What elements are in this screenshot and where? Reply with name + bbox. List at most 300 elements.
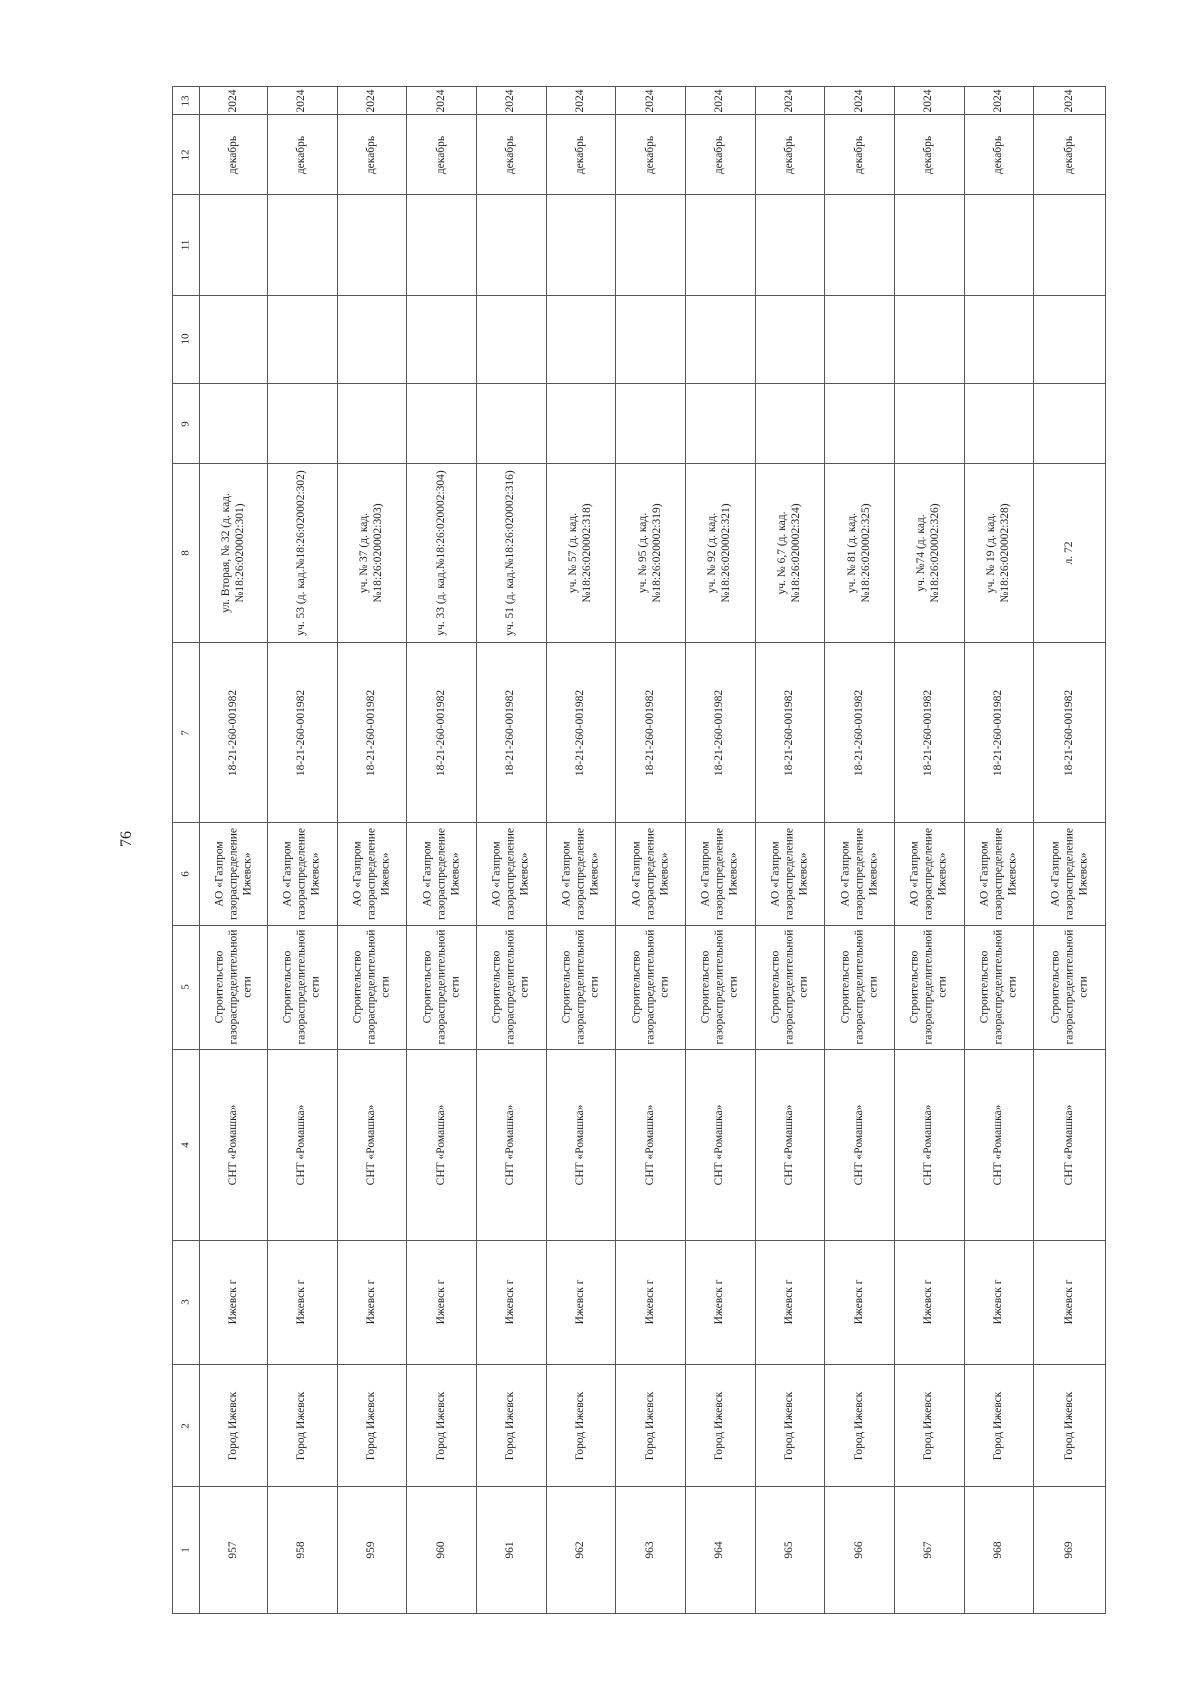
row-number-text: 957: [226, 1541, 239, 1559]
code-cell: [964, 642, 1034, 823]
header-cell: [173, 1240, 200, 1364]
header-label: 7: [179, 729, 192, 736]
address-text: уч. №74 (д. кад.№18:26:020002:326): [915, 503, 942, 603]
year-cell: [964, 87, 1034, 115]
col-9-cell: [894, 383, 964, 463]
col-11-cell: [407, 195, 477, 295]
municipality-cell: [200, 1365, 268, 1487]
header-cell: [173, 383, 200, 463]
organization-cell: [964, 823, 1034, 925]
work-type-text: Строительство газораспределительной сети: [490, 929, 531, 1045]
code-cell: [755, 642, 825, 823]
snt-text: СНТ «Ромашка»: [852, 1104, 865, 1186]
row-number-text: 966: [852, 1541, 865, 1559]
month-text: декабрь: [1062, 135, 1075, 174]
snt-cell: [616, 1050, 686, 1241]
col-11-cell: [616, 195, 686, 295]
snt-cell: [755, 1050, 825, 1241]
col-9-cell: [1034, 383, 1106, 463]
year-text: 2024: [295, 89, 308, 113]
address-cell: [755, 464, 825, 643]
year-cell: [616, 87, 686, 115]
year-text: 2024: [434, 89, 447, 113]
address-cell: [407, 464, 477, 643]
work-type-cell: [200, 925, 268, 1049]
address-cell: [546, 464, 616, 643]
address-cell: [616, 464, 686, 643]
address-text: уч. № 95 (д. кад.№18:26:020002:319): [636, 503, 663, 603]
address-text: уч. № 92 (д. кад.№18:26:020002:321): [706, 503, 733, 603]
code-text: 18-21-260-001982: [713, 689, 726, 776]
municipality-cell: [546, 1365, 616, 1487]
snt-cell: [200, 1050, 268, 1241]
address-cell: [267, 464, 337, 643]
locality-text: Ижевск г: [574, 1279, 587, 1325]
row-number-cell: [755, 1487, 825, 1614]
locality-text: Ижевск г: [434, 1279, 447, 1325]
header-cell: [173, 464, 200, 643]
row-number-text: 962: [574, 1541, 587, 1559]
address-text: л. 72: [1062, 541, 1075, 565]
col-10-cell: [476, 295, 546, 383]
code-text: 18-21-260-001982: [643, 689, 656, 776]
address-text: уч. № 57 (д. кад.№18:26:020002:318): [567, 503, 593, 603]
address-cell: [337, 464, 407, 643]
year-cell: [407, 87, 477, 115]
locality-cell: [685, 1240, 755, 1364]
year-cell: [476, 87, 546, 115]
header-label: 13: [179, 95, 192, 107]
municipality-text: Город Ижевск: [574, 1391, 587, 1461]
organization-text: АО «Газпром газораспределение Ижевск»: [1048, 827, 1089, 921]
organization-text: АО «Газпром газораспределение Ижевск»: [769, 827, 809, 921]
row-number-cell: [546, 1487, 616, 1614]
work-type-cell: [894, 925, 964, 1049]
work-type-text: Строительство газораспределительной сети: [1048, 929, 1089, 1045]
municipality-text: Город Ижевск: [295, 1391, 308, 1461]
locality-cell: [546, 1240, 616, 1364]
row-number-cell: [267, 1487, 337, 1614]
col-10-cell: [755, 295, 825, 383]
organization-text: АО «Газпром газораспределение Ижевск»: [420, 827, 461, 921]
row-number-text: 959: [365, 1541, 378, 1559]
header-label: 12: [179, 149, 192, 161]
address-cell: [476, 464, 546, 643]
year-text: 2024: [226, 89, 239, 113]
work-type-cell: [1034, 925, 1106, 1049]
table-row: [173, 383, 1106, 463]
header-label: 5: [179, 984, 192, 991]
table-row: [173, 87, 1106, 115]
snt-cell: [267, 1050, 337, 1241]
snt-text: СНТ «Ромашка»: [434, 1104, 447, 1186]
col-10-cell: [616, 295, 686, 383]
work-type-cell: [685, 925, 755, 1049]
address-text: уч. № 81 (д. кад.№18:26:020002:325): [845, 503, 872, 603]
row-number-cell: [1034, 1487, 1106, 1614]
col-11-cell: [825, 195, 895, 295]
locality-cell: [964, 1240, 1034, 1364]
snt-text: СНТ «Ромашка»: [226, 1104, 239, 1186]
locality-text: Ижевск г: [504, 1279, 517, 1325]
locality-text: Ижевск г: [365, 1279, 378, 1325]
snt-cell: [546, 1050, 616, 1241]
code-text: 18-21-260-001982: [991, 689, 1004, 776]
header-label: 3: [179, 1299, 192, 1306]
code-cell: [407, 642, 477, 823]
snt-text: СНТ «Ромашка»: [365, 1104, 378, 1186]
locality-cell: [407, 1240, 477, 1364]
header-label: 2: [179, 1423, 192, 1429]
col-10-cell: [1034, 295, 1106, 383]
municipality-text: Город Ижевск: [991, 1391, 1004, 1461]
month-cell: [267, 115, 337, 195]
locality-cell: [825, 1240, 895, 1364]
municipality-cell: [964, 1365, 1034, 1487]
organization-cell: [337, 823, 407, 925]
year-text: 2024: [574, 89, 587, 113]
col-11-cell: [894, 195, 964, 295]
municipality-text: Город Ижевск: [365, 1391, 378, 1461]
table-row: [173, 925, 1106, 1049]
col-9-cell: [616, 383, 686, 463]
row-number-text: 968: [991, 1541, 1004, 1559]
organization-text: АО «Газпром газораспределение Ижевск»: [281, 827, 322, 921]
snt-cell: [1034, 1050, 1106, 1241]
col-9-cell: [964, 383, 1034, 463]
organization-text: АО «Газпром газораспределение Ижевск»: [629, 827, 670, 921]
table-row: [173, 1050, 1106, 1241]
municipality-cell: [337, 1365, 407, 1487]
code-text: 18-21-260-001982: [365, 689, 378, 776]
year-cell: [267, 87, 337, 115]
month-cell: [616, 115, 686, 195]
work-type-text: Строительство газораспределительной сети: [838, 929, 879, 1045]
month-text: декабрь: [922, 135, 935, 174]
work-type-cell: [267, 925, 337, 1049]
work-type-text: Строительство газораспределительной сети: [351, 929, 391, 1045]
header-cell: [173, 925, 200, 1049]
work-type-cell: [407, 925, 477, 1049]
col-9-cell: [407, 383, 477, 463]
locality-cell: [337, 1240, 407, 1364]
organization-text: АО «Газпром газораспределение Ижевск»: [838, 827, 879, 921]
snt-text: СНТ «Ромашка»: [922, 1104, 935, 1186]
work-type-cell: [546, 925, 616, 1049]
work-type-cell: [337, 925, 407, 1049]
header-label: 10: [179, 333, 192, 345]
month-text: декабрь: [226, 135, 239, 174]
year-text: 2024: [991, 89, 1004, 113]
locality-cell: [476, 1240, 546, 1364]
locality-text: Ижевск г: [922, 1279, 935, 1325]
year-text: 2024: [504, 89, 517, 113]
header-label: 6: [179, 871, 192, 877]
organization-cell: [476, 823, 546, 925]
year-text: 2024: [852, 89, 865, 113]
code-cell: [546, 642, 616, 823]
organization-cell: [267, 823, 337, 925]
code-cell: [476, 642, 546, 823]
header-cell: [173, 1487, 200, 1614]
header-label: 8: [179, 550, 192, 556]
organization-cell: [894, 823, 964, 925]
municipality-text: Город Ижевск: [1062, 1391, 1075, 1461]
locality-cell: [616, 1240, 686, 1364]
col-11-cell: [546, 195, 616, 295]
month-text: декабрь: [574, 135, 587, 174]
header-cell: [173, 823, 200, 925]
snt-text: СНТ «Ромашка»: [783, 1104, 796, 1186]
col-10-cell: [200, 295, 268, 383]
table-row: [173, 295, 1106, 383]
header-label: 1: [179, 1547, 192, 1553]
row-number-text: 964: [713, 1541, 726, 1559]
year-cell: [200, 87, 268, 115]
table-row: [173, 195, 1106, 295]
snt-text: СНТ «Ромашка»: [574, 1104, 587, 1186]
year-cell: [546, 87, 616, 115]
col-10-cell: [337, 295, 407, 383]
header-cell: [173, 295, 200, 383]
row-number-text: 963: [643, 1541, 656, 1559]
address-text: уч. 33 (д. кад.№18:26:020002:304): [434, 470, 447, 636]
code-cell: [685, 642, 755, 823]
work-type-cell: [476, 925, 546, 1049]
row-number-cell: [616, 1487, 686, 1614]
month-cell: [894, 115, 964, 195]
header-cell: [173, 642, 200, 823]
table-row: [173, 1487, 1106, 1614]
row-number-cell: [894, 1487, 964, 1614]
header-cell: [173, 1050, 200, 1241]
snt-text: СНТ «Ромашка»: [504, 1104, 517, 1186]
row-number-text: 961: [504, 1541, 517, 1559]
locality-text: Ижевск г: [1062, 1279, 1075, 1325]
header-label: 11: [179, 239, 192, 251]
table-row: [173, 115, 1106, 195]
header-cell: [173, 195, 200, 295]
organization-text: АО «Газпром газораспределение Ижевск»: [213, 827, 253, 921]
year-text: 2024: [783, 89, 796, 113]
year-cell: [825, 87, 895, 115]
snt-cell: [337, 1050, 407, 1241]
col-10-cell: [825, 295, 895, 383]
table-row: [173, 1365, 1106, 1487]
work-type-text: Строительство газораспределительной сети: [908, 929, 949, 1045]
month-text: декабрь: [365, 135, 378, 174]
row-number-cell: [964, 1487, 1034, 1614]
locality-text: Ижевск г: [852, 1279, 865, 1325]
month-cell: [337, 115, 407, 195]
col-9-cell: [825, 383, 895, 463]
snt-text: СНТ «Ромашка»: [713, 1104, 726, 1186]
work-type-cell: [825, 925, 895, 1049]
municipality-cell: [267, 1365, 337, 1487]
address-cell: [200, 464, 268, 643]
month-cell: [200, 115, 268, 195]
month-cell: [546, 115, 616, 195]
municipality-text: Город Ижевск: [922, 1391, 935, 1461]
organization-text: АО «Газпром газораспределение Ижевск»: [699, 827, 740, 921]
locality-text: Ижевск г: [713, 1279, 726, 1325]
municipality-text: Город Ижевск: [504, 1391, 517, 1461]
month-text: декабрь: [713, 135, 726, 174]
row-number-cell: [476, 1487, 546, 1614]
code-text: 18-21-260-001982: [574, 689, 587, 776]
row-number-cell: [337, 1487, 407, 1614]
locality-cell: [267, 1240, 337, 1364]
year-cell: [894, 87, 964, 115]
col-9-cell: [546, 383, 616, 463]
work-type-text: Строительство газораспределительной сети: [699, 929, 740, 1045]
col-9-cell: [267, 383, 337, 463]
month-cell: [685, 115, 755, 195]
snt-text: СНТ «Ромашка»: [1062, 1104, 1075, 1186]
table-row: [173, 642, 1106, 823]
municipality-cell: [407, 1365, 477, 1487]
municipality-cell: [616, 1365, 686, 1487]
code-text: 18-21-260-001982: [504, 689, 517, 776]
row-number-text: 967: [922, 1541, 935, 1559]
snt-text: СНТ «Ромашка»: [991, 1104, 1004, 1186]
code-text: 18-21-260-001982: [226, 689, 239, 776]
col-11-cell: [755, 195, 825, 295]
year-text: 2024: [365, 89, 378, 113]
work-type-text: Строительство газораспределительной сети: [420, 929, 461, 1045]
col-9-cell: [476, 383, 546, 463]
month-cell: [964, 115, 1034, 195]
row-number-cell: [685, 1487, 755, 1614]
organization-cell: [616, 823, 686, 925]
work-type-text: Строительство газораспределительной сети: [978, 929, 1018, 1045]
locality-cell: [200, 1240, 268, 1364]
snt-cell: [964, 1050, 1034, 1241]
month-text: декабрь: [434, 135, 447, 174]
organization-text: АО «Газпром газораспределение Ижевск»: [490, 827, 531, 921]
col-11-cell: [337, 195, 407, 295]
header-label: 4: [179, 1142, 192, 1148]
month-text: декабрь: [852, 135, 865, 174]
col-10-cell: [894, 295, 964, 383]
municipality-cell: [755, 1365, 825, 1487]
month-text: декабрь: [643, 135, 656, 174]
address-cell: [964, 464, 1034, 643]
header-label: 9: [179, 420, 192, 427]
locality-cell: [1034, 1240, 1106, 1364]
organization-text: АО «Газпром газораспределение Ижевск»: [908, 827, 949, 921]
work-type-text: Строительство газораспределительной сети: [213, 929, 253, 1045]
organization-cell: [685, 823, 755, 925]
municipality-cell: [476, 1365, 546, 1487]
table-row: [173, 823, 1106, 925]
address-text: уч. № 6,7 (д. кад.№18:26:020002:324): [776, 503, 802, 603]
col-9-cell: [755, 383, 825, 463]
table-row: [173, 464, 1106, 643]
document-table: [172, 86, 1106, 1614]
month-cell: [1034, 115, 1106, 195]
locality-text: Ижевск г: [991, 1279, 1004, 1325]
organization-cell: [200, 823, 268, 925]
col-10-cell: [407, 295, 477, 383]
page-number: 76: [118, 831, 135, 847]
work-type-cell: [755, 925, 825, 1049]
code-text: 18-21-260-001982: [1062, 689, 1075, 776]
address-text: уч. 53 (д. кад.№18:26:020002:302): [295, 470, 308, 636]
year-cell: [1034, 87, 1106, 115]
header-cell: [173, 115, 200, 195]
work-type-text: Строительство газораспределительной сети: [281, 929, 322, 1045]
col-11-cell: [685, 195, 755, 295]
organization-text: АО «Газпром газораспределение Ижевск»: [560, 827, 600, 921]
row-number-text: 965: [783, 1541, 796, 1559]
organization-text: АО «Газпром газораспределение Ижевск»: [351, 827, 391, 921]
code-text: 18-21-260-001982: [434, 689, 447, 776]
row-number-text: 969: [1062, 1541, 1075, 1559]
address-cell: [685, 464, 755, 643]
code-text: 18-21-260-001982: [922, 689, 935, 776]
snt-cell: [476, 1050, 546, 1241]
code-cell: [894, 642, 964, 823]
municipality-text: Город Ижевск: [434, 1391, 447, 1461]
work-type-text: Строительство газораспределительной сети: [629, 929, 670, 1045]
code-cell: [200, 642, 268, 823]
municipality-cell: [894, 1365, 964, 1487]
month-text: декабрь: [504, 135, 517, 174]
address-cell: [1034, 464, 1106, 643]
header-cell: [173, 1365, 200, 1487]
year-cell: [685, 87, 755, 115]
organization-cell: [546, 823, 616, 925]
month-text: декабрь: [783, 135, 796, 174]
col-11-cell: [267, 195, 337, 295]
code-text: 18-21-260-001982: [852, 689, 865, 776]
organization-cell: [755, 823, 825, 925]
year-cell: [337, 87, 407, 115]
municipality-text: Город Ижевск: [643, 1391, 656, 1461]
code-text: 18-21-260-001982: [295, 689, 308, 776]
col-11-cell: [964, 195, 1034, 295]
address-cell: [825, 464, 895, 643]
col-9-cell: [685, 383, 755, 463]
municipality-text: Город Ижевск: [852, 1391, 865, 1461]
snt-cell: [825, 1050, 895, 1241]
month-cell: [825, 115, 895, 195]
work-type-cell: [616, 925, 686, 1049]
code-cell: [825, 642, 895, 823]
year-text: 2024: [922, 89, 935, 113]
year-text: 2024: [643, 89, 656, 113]
work-type-text: Строительство газораспределительной сети: [560, 929, 600, 1045]
col-11-cell: [476, 195, 546, 295]
municipality-cell: [825, 1365, 895, 1487]
address-text: уч. № 19 (д. кад.№18:26:020002:328): [985, 503, 1011, 603]
snt-cell: [894, 1050, 964, 1241]
month-cell: [476, 115, 546, 195]
address-text: уч. № 37 (д. кад.№18:26:020002:303): [358, 503, 384, 603]
address-cell: [894, 464, 964, 643]
col-10-cell: [267, 295, 337, 383]
locality-text: Ижевск г: [295, 1279, 308, 1325]
address-text: ул. Вторая, № 32 (д. кад.№18:26:020002:301): [219, 493, 246, 613]
month-text: декабрь: [991, 135, 1004, 174]
locality-cell: [894, 1240, 964, 1364]
table-row: [173, 1240, 1106, 1364]
code-cell: [337, 642, 407, 823]
header-cell: [173, 87, 200, 115]
month-text: декабрь: [295, 135, 308, 174]
snt-cell: [685, 1050, 755, 1241]
